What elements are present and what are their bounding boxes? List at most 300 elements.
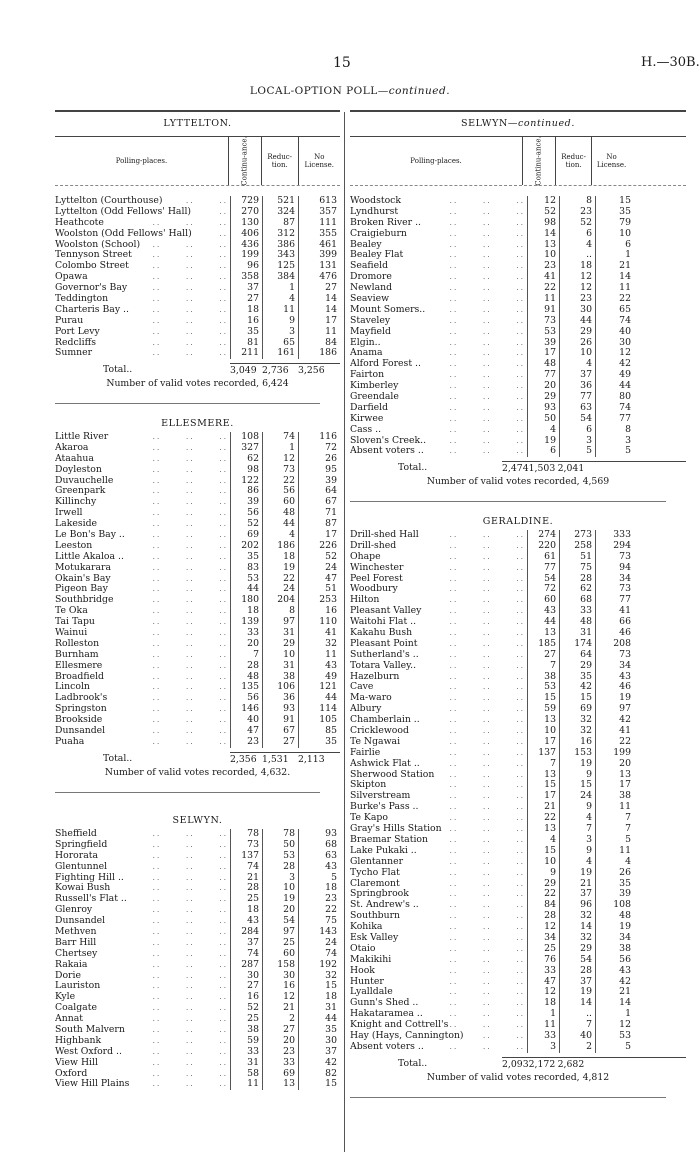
polling-place-name: Elgin.. xyxy=(350,337,381,348)
continuance-value: 20 xyxy=(527,381,559,392)
total-continuance: 3,049 xyxy=(230,363,262,377)
polling-place-name: Lyttelton (Odd Fellows' Hall) xyxy=(55,206,192,217)
table-row xyxy=(350,911,686,922)
continuance-value: 18 xyxy=(230,305,262,316)
no-license-value: 41 xyxy=(595,726,686,737)
polling-place-name: Bealey Flat xyxy=(350,250,404,261)
reduction-value: 11 xyxy=(262,305,298,316)
table-row xyxy=(350,218,686,229)
continuance-value: 27 xyxy=(527,650,559,661)
no-license-value: 32 xyxy=(298,971,340,982)
polling-place-name: Mount Somers.. xyxy=(350,304,426,315)
polling-place-name: Colombo Street xyxy=(55,261,129,272)
polling-place-name: Absent voters .. xyxy=(350,446,424,457)
reduction-value: 26 xyxy=(559,338,595,349)
polling-place xyxy=(55,218,230,229)
polling-place-name: Rolleston xyxy=(55,638,100,649)
polling-place xyxy=(350,737,527,748)
reduction-value: .. xyxy=(559,1009,595,1020)
reduction-value: 21 xyxy=(559,879,595,890)
polling-place-name: Burnham xyxy=(55,649,99,660)
section-divider xyxy=(55,792,320,793)
polling-place-name: Okain's Bay xyxy=(55,573,111,584)
table-row xyxy=(55,486,340,497)
polling-place xyxy=(350,682,527,693)
polling-place-name: Lincoln xyxy=(55,682,90,693)
polling-place xyxy=(350,889,527,900)
polling-place xyxy=(350,955,527,966)
polling-place xyxy=(55,883,230,894)
continuance-value: 54 xyxy=(527,574,559,585)
table-row xyxy=(350,791,686,802)
no-license-value: 11 xyxy=(298,327,340,338)
reduction-value: 4 xyxy=(559,857,595,868)
polling-place xyxy=(350,759,527,770)
polling-place-name: Ashwick Flat .. xyxy=(350,758,420,769)
total-reduction: 2,172 xyxy=(529,1057,558,1071)
continuance-value: 20 xyxy=(230,639,262,650)
reduction-value: 4 xyxy=(559,359,595,370)
table-row xyxy=(55,1079,340,1090)
continuance-value: 58 xyxy=(230,1069,262,1080)
no-license-value: 39 xyxy=(595,889,686,900)
reduction-value: 93 xyxy=(262,704,298,715)
reduction-value: 54 xyxy=(559,414,595,425)
continuance-value: 44 xyxy=(527,617,559,628)
polling-place xyxy=(350,911,527,922)
polling-place-name: Lake Pukaki .. xyxy=(350,845,417,856)
section-divider xyxy=(350,1097,666,1098)
reduction-value: 521 xyxy=(262,196,298,207)
reduction-value: 20 xyxy=(262,1036,298,1047)
continuance-value: 30 xyxy=(230,971,262,982)
no-license-value: 186 xyxy=(298,348,340,359)
reduction-value: 9 xyxy=(559,770,595,781)
polling-place-name: Kohika xyxy=(350,922,383,933)
table-row xyxy=(350,338,686,349)
polling-place xyxy=(350,563,527,574)
reduction-value: 69 xyxy=(559,704,595,715)
continuance-value: 29 xyxy=(527,392,559,403)
section-lyttelton xyxy=(55,118,340,404)
table-row xyxy=(350,1020,686,1031)
table-row xyxy=(350,672,686,683)
table-row xyxy=(350,780,686,791)
continuance-value: 48 xyxy=(527,359,559,370)
polling-place xyxy=(55,639,230,650)
polling-place xyxy=(55,829,230,840)
table-row xyxy=(55,443,340,454)
table-row xyxy=(55,1069,340,1080)
table-row xyxy=(350,229,686,240)
no-license-value: 357 xyxy=(298,207,340,218)
no-license-value: 14 xyxy=(595,272,686,283)
table-row xyxy=(350,370,686,381)
table-row xyxy=(55,261,340,272)
no-license-value: 43 xyxy=(595,672,686,683)
no-license-value: 4 xyxy=(595,857,686,868)
polling-place xyxy=(350,1031,527,1042)
polling-place-name: Springbrook xyxy=(350,889,409,900)
no-license-value: 97 xyxy=(595,704,686,715)
total-row xyxy=(350,461,686,475)
header-no-license: No License. xyxy=(298,137,341,185)
continuance-value: 16 xyxy=(230,316,262,327)
page-number: 15 xyxy=(333,55,351,71)
polling-place-name: Cass .. xyxy=(350,424,382,435)
continuance-value: 436 xyxy=(230,240,262,251)
no-license-value: 19 xyxy=(595,922,686,933)
page-title xyxy=(0,85,700,97)
table-row xyxy=(55,1014,340,1025)
no-license-value: 42 xyxy=(595,359,686,370)
no-license-value: 18 xyxy=(298,992,340,1003)
continuance-value: 12 xyxy=(527,922,559,933)
polling-place xyxy=(55,497,230,508)
polling-place-name: West Oxford .. xyxy=(55,1046,122,1057)
no-license-value: 43 xyxy=(298,862,340,873)
continuance-value: 274 xyxy=(527,530,559,541)
polling-place-name: Highbank xyxy=(55,1035,102,1046)
polling-place-name: Russell's Flat .. xyxy=(55,894,127,905)
polling-place-name: Annat xyxy=(55,1014,83,1025)
no-license-value: 5 xyxy=(298,873,340,884)
polling-place-name: Ladbrook's xyxy=(55,693,108,704)
polling-place-name: Staveley xyxy=(350,315,391,326)
no-license-value: 461 xyxy=(298,240,340,251)
polling-place xyxy=(55,1047,230,1058)
polling-place-name: Dromore xyxy=(350,272,392,283)
top-rule-left xyxy=(55,110,340,112)
table-row xyxy=(350,628,686,639)
reduction-value: 4 xyxy=(262,530,298,541)
continuance-value: 17 xyxy=(527,348,559,359)
reduction-value: 30 xyxy=(559,305,595,316)
table-row xyxy=(55,207,340,218)
continuance-value: 74 xyxy=(230,862,262,873)
table-row xyxy=(55,497,340,508)
continuance-value: 14 xyxy=(527,229,559,240)
continuance-value: 53 xyxy=(527,327,559,338)
total-label: Total.. xyxy=(103,364,133,376)
continuance-value: 25 xyxy=(527,944,559,955)
valid-votes-recorded: Number of valid votes recorded, 4,812 xyxy=(426,1071,610,1083)
table-row xyxy=(350,436,686,447)
continuance-value: 47 xyxy=(527,977,559,988)
polling-place-name: Te Kapo xyxy=(350,813,388,824)
polling-place-name: Dunsandel xyxy=(55,916,106,927)
polling-place-name: Kowai Bush xyxy=(55,883,111,894)
table-row xyxy=(350,207,686,218)
reduction-value: 14 xyxy=(559,922,595,933)
polling-place xyxy=(350,294,527,305)
continuance-value: 33 xyxy=(230,628,262,639)
total-continuance: 2,093 xyxy=(502,1058,529,1070)
no-license-value: 12 xyxy=(595,348,686,359)
reduction-value: 2 xyxy=(559,1042,595,1053)
continuance-value: 56 xyxy=(230,508,262,519)
continuance-value: 50 xyxy=(527,414,559,425)
no-license-value: 42 xyxy=(298,1058,340,1069)
polling-place xyxy=(350,933,527,944)
polling-place xyxy=(55,229,230,240)
valid-votes-recorded: Number of valid votes recorded, 6,424 xyxy=(106,378,289,390)
polling-place-name: View Hill xyxy=(55,1057,98,1068)
reduction-value: 258 xyxy=(559,541,595,552)
table-row xyxy=(55,628,340,639)
reduction-value: 158 xyxy=(262,960,298,971)
no-license-value: 11 xyxy=(595,283,686,294)
polling-place xyxy=(350,1020,527,1031)
no-license-value: 52 xyxy=(298,552,340,563)
polling-place-name: Bealey xyxy=(350,239,382,250)
polling-place xyxy=(55,519,230,530)
polling-place xyxy=(55,862,230,873)
polling-place xyxy=(350,530,527,541)
no-license-value: 84 xyxy=(298,338,340,349)
continuance-value: 59 xyxy=(527,704,559,715)
no-license-value: 7 xyxy=(595,824,686,835)
continuance-value: 78 xyxy=(230,829,262,840)
polling-place xyxy=(350,628,527,639)
table-row xyxy=(350,726,686,737)
continuance-value: 11 xyxy=(527,294,559,305)
section-title-suffix: —continued. xyxy=(507,118,575,129)
total-no-license: 2,682 xyxy=(558,1057,686,1071)
continuance-value: 52 xyxy=(527,207,559,218)
polling-place-name: Ataahua xyxy=(55,453,94,464)
table-row xyxy=(55,218,340,229)
table-row xyxy=(350,283,686,294)
continuance-value: 52 xyxy=(230,519,262,530)
table-row xyxy=(55,541,340,552)
continuance-value: 23 xyxy=(527,261,559,272)
polling-place xyxy=(55,628,230,639)
continuance-value: 4 xyxy=(527,425,559,436)
polling-place-name: Mayfield xyxy=(350,326,391,337)
polling-place xyxy=(55,1058,230,1069)
reduction-value: 324 xyxy=(262,207,298,218)
polling-place xyxy=(350,392,527,403)
no-license-value: 53 xyxy=(595,1031,686,1042)
polling-place-name: Drill-shed xyxy=(350,540,397,551)
polling-place-name: Anama xyxy=(350,348,383,359)
continuance-value: 22 xyxy=(527,889,559,900)
table-row xyxy=(55,595,340,606)
table-row xyxy=(55,726,340,737)
continuance-value: 180 xyxy=(230,595,262,606)
table-row xyxy=(350,639,686,650)
polling-place-name: Newland xyxy=(350,283,393,294)
continuance-value: 146 xyxy=(230,704,262,715)
no-license-value: 42 xyxy=(595,977,686,988)
reduction-value: 6 xyxy=(559,425,595,436)
polling-place xyxy=(55,327,230,338)
polling-place xyxy=(350,305,527,316)
reduction-value: 24 xyxy=(559,791,595,802)
reduction-value: 10 xyxy=(559,348,595,359)
polling-place-name: Sutherland's .. xyxy=(350,649,419,660)
polling-place-name: Charteris Bay .. xyxy=(55,304,129,315)
reduction-value: 4 xyxy=(559,240,595,251)
reduction-value: 28 xyxy=(559,966,595,977)
polling-place xyxy=(55,927,230,938)
polling-place-name: Hakataramea .. xyxy=(350,1009,423,1020)
continuance-value: 48 xyxy=(230,672,262,683)
polling-place xyxy=(55,971,230,982)
polling-place xyxy=(350,770,527,781)
polling-place-name: Killinchy xyxy=(55,497,97,508)
no-license-value: 399 xyxy=(298,250,340,261)
reduction-value: 75 xyxy=(559,563,595,574)
polling-place-name: Hook xyxy=(350,965,375,976)
reduction-value: 28 xyxy=(559,574,595,585)
no-license-value: 73 xyxy=(595,552,686,563)
table-row xyxy=(350,574,686,585)
continuance-value: 86 xyxy=(230,486,262,497)
polling-place xyxy=(55,584,230,595)
reduction-value: 9 xyxy=(559,846,595,857)
reduction-value: 15 xyxy=(559,780,595,791)
header-continuance xyxy=(228,137,261,185)
table-row xyxy=(350,359,686,370)
polling-place xyxy=(350,726,527,737)
table-row xyxy=(55,283,340,294)
table-row xyxy=(55,873,340,884)
no-license-value: 87 xyxy=(298,519,340,530)
no-license-value: 40 xyxy=(595,327,686,338)
no-license-value: 71 xyxy=(298,508,340,519)
reduction-value: 53 xyxy=(262,851,298,862)
table-row xyxy=(55,639,340,650)
continuance-value: 37 xyxy=(230,283,262,294)
no-license-value: 34 xyxy=(595,933,686,944)
polling-place xyxy=(55,650,230,661)
continuance-value: 33 xyxy=(527,1031,559,1042)
no-license-value: 94 xyxy=(595,563,686,574)
no-license-value: 74 xyxy=(595,316,686,327)
no-license-value: 49 xyxy=(595,370,686,381)
continuance-value: 53 xyxy=(230,574,262,585)
no-license-value: 66 xyxy=(595,617,686,628)
no-license-value: 44 xyxy=(298,1014,340,1025)
no-license-value: 7 xyxy=(595,813,686,824)
no-license-value: 17 xyxy=(298,316,340,327)
no-license-value: 21 xyxy=(595,987,686,998)
reduction-value: 50 xyxy=(262,840,298,851)
continuance-value: 72 xyxy=(527,584,559,595)
reduction-value: 23 xyxy=(262,1047,298,1058)
table-row xyxy=(350,879,686,890)
reduction-value: 37 xyxy=(559,889,595,900)
polling-place xyxy=(55,595,230,606)
polling-place-name: South Malvern xyxy=(55,1025,125,1036)
polling-place-name: Woodstock xyxy=(350,196,402,206)
polling-place xyxy=(350,595,527,606)
column-divider xyxy=(344,112,345,1152)
table-row xyxy=(55,851,340,862)
continuance-value: 4 xyxy=(527,835,559,846)
polling-place xyxy=(350,879,527,890)
no-license-value: 11 xyxy=(595,846,686,857)
reduction-value: 48 xyxy=(262,508,298,519)
continuance-value: 41 xyxy=(527,272,559,283)
no-license-value: 192 xyxy=(298,960,340,971)
reduction-value: 36 xyxy=(262,693,298,704)
polling-place xyxy=(350,250,527,261)
table-row xyxy=(350,835,686,846)
reduction-value: 7 xyxy=(559,824,595,835)
total-continuance: 2,356 xyxy=(230,752,262,766)
polling-place-name: Glenroy xyxy=(55,905,93,916)
reduction-value: 386 xyxy=(262,240,298,251)
table-row xyxy=(350,933,686,944)
continuance-value: 220 xyxy=(527,541,559,552)
reduction-value: 63 xyxy=(559,403,595,414)
polling-place-name: Skipton xyxy=(350,780,387,791)
no-license-value: 17 xyxy=(595,780,686,791)
polling-place-name: Gray's Hills Station xyxy=(350,824,442,835)
table-row xyxy=(350,682,686,693)
polling-place-name: Otaio xyxy=(350,943,376,954)
reduction-value: 8 xyxy=(559,196,595,207)
table-row xyxy=(55,971,340,982)
polling-place xyxy=(350,338,527,349)
continuance-value: 12 xyxy=(527,987,559,998)
table-row xyxy=(350,348,686,359)
continuance-value: 96 xyxy=(230,261,262,272)
reduction-value: 10 xyxy=(262,650,298,661)
reduction-value: 5 xyxy=(559,446,595,457)
header-polling-places: Polling-places. xyxy=(410,157,462,165)
no-license-value: 44 xyxy=(298,693,340,704)
polling-place-name: Broadfield xyxy=(55,671,104,682)
polling-place-name: Gunn's Shed .. xyxy=(350,998,419,1009)
no-license-value: 41 xyxy=(595,606,686,617)
reduction-value: 29 xyxy=(262,639,298,650)
no-license-value: 79 xyxy=(595,218,686,229)
polling-place xyxy=(55,617,230,628)
continuance-value: 9 xyxy=(527,868,559,879)
polling-place xyxy=(350,283,527,294)
polling-place xyxy=(55,737,230,748)
table-row xyxy=(350,922,686,933)
reduction-value: 33 xyxy=(559,606,595,617)
table-row xyxy=(350,541,686,552)
no-license-value: 85 xyxy=(298,726,340,737)
polling-place xyxy=(55,693,230,704)
continuance-value: 93 xyxy=(527,403,559,414)
no-license-value: 22 xyxy=(298,905,340,916)
reduction-value: 97 xyxy=(262,617,298,628)
polling-place xyxy=(55,294,230,305)
continuance-value: 40 xyxy=(230,715,262,726)
polling-place xyxy=(350,987,527,998)
reduction-value: 9 xyxy=(559,802,595,813)
table-row xyxy=(55,1036,340,1047)
polling-place-name: Pleasant Point xyxy=(350,638,418,649)
no-license-value: 111 xyxy=(298,218,340,229)
polling-place-name: Akaroa xyxy=(55,442,89,453)
reduction-value: 54 xyxy=(262,916,298,927)
polling-place xyxy=(350,977,527,988)
polling-place xyxy=(55,283,230,294)
total-reduction: 1,531 xyxy=(262,752,298,766)
title-suffix: —continued. xyxy=(377,85,451,97)
continuance-value: 7 xyxy=(527,759,559,770)
table-row xyxy=(350,617,686,628)
polling-place-name: Little River xyxy=(55,432,109,442)
